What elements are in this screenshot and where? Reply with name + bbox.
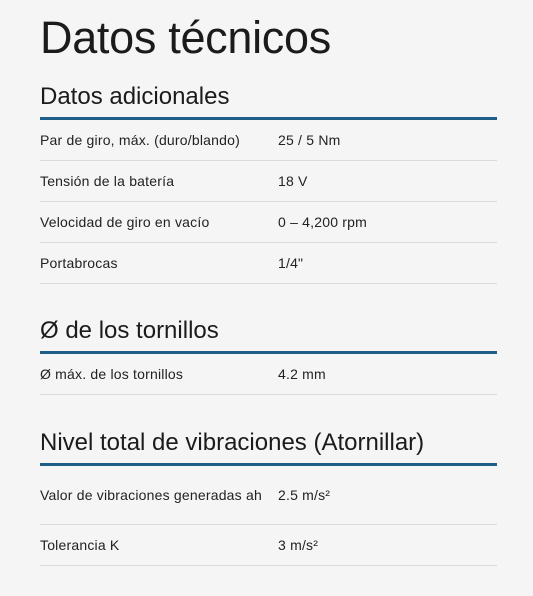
spec-label: Tensión de la batería: [40, 173, 175, 189]
spec-label: Tolerancia K: [40, 537, 120, 553]
spec-row-max-screw-diameter: [40, 354, 497, 395]
spec-value: 0 – 4,200 rpm: [278, 214, 367, 230]
page-title: Datos técnicos: [40, 12, 331, 63]
spec-value: 1/4": [278, 255, 304, 271]
section-heading: Ø de los tornillos: [40, 317, 219, 344]
spec-row-battery-voltage: [40, 161, 497, 202]
section-vibration-level: [40, 428, 497, 566]
spec-value: 3 m/s²: [278, 537, 319, 553]
spec-row-no-load-speed: [40, 202, 497, 243]
spec-row-tolerance: [40, 525, 497, 566]
section-additional-data: [40, 82, 497, 284]
spec-row-vibration-value: [40, 466, 497, 525]
spec-value: 4.2 mm: [278, 366, 326, 382]
section-screw-diameter: [40, 316, 497, 395]
section-heading: Datos adicionales: [40, 83, 230, 110]
spec-value: 25 / 5 Nm: [278, 132, 341, 148]
spec-value: 18 V: [278, 173, 308, 189]
spec-label: Portabrocas: [40, 255, 118, 271]
spec-label: Velocidad de giro en vacío: [40, 214, 210, 230]
spec-row-chuck: [40, 243, 497, 284]
spec-row-torque: [40, 120, 497, 161]
spec-label: Valor de vibraciones generadas ah: [40, 487, 262, 503]
spec-value: 2.5 m/s²: [278, 487, 331, 503]
spec-label: Par de giro, máx. (duro/blando): [40, 132, 240, 148]
section-heading: Nivel total de vibraciones (Atornillar): [40, 429, 425, 456]
spec-label: Ø máx. de los tornillos: [40, 366, 184, 382]
